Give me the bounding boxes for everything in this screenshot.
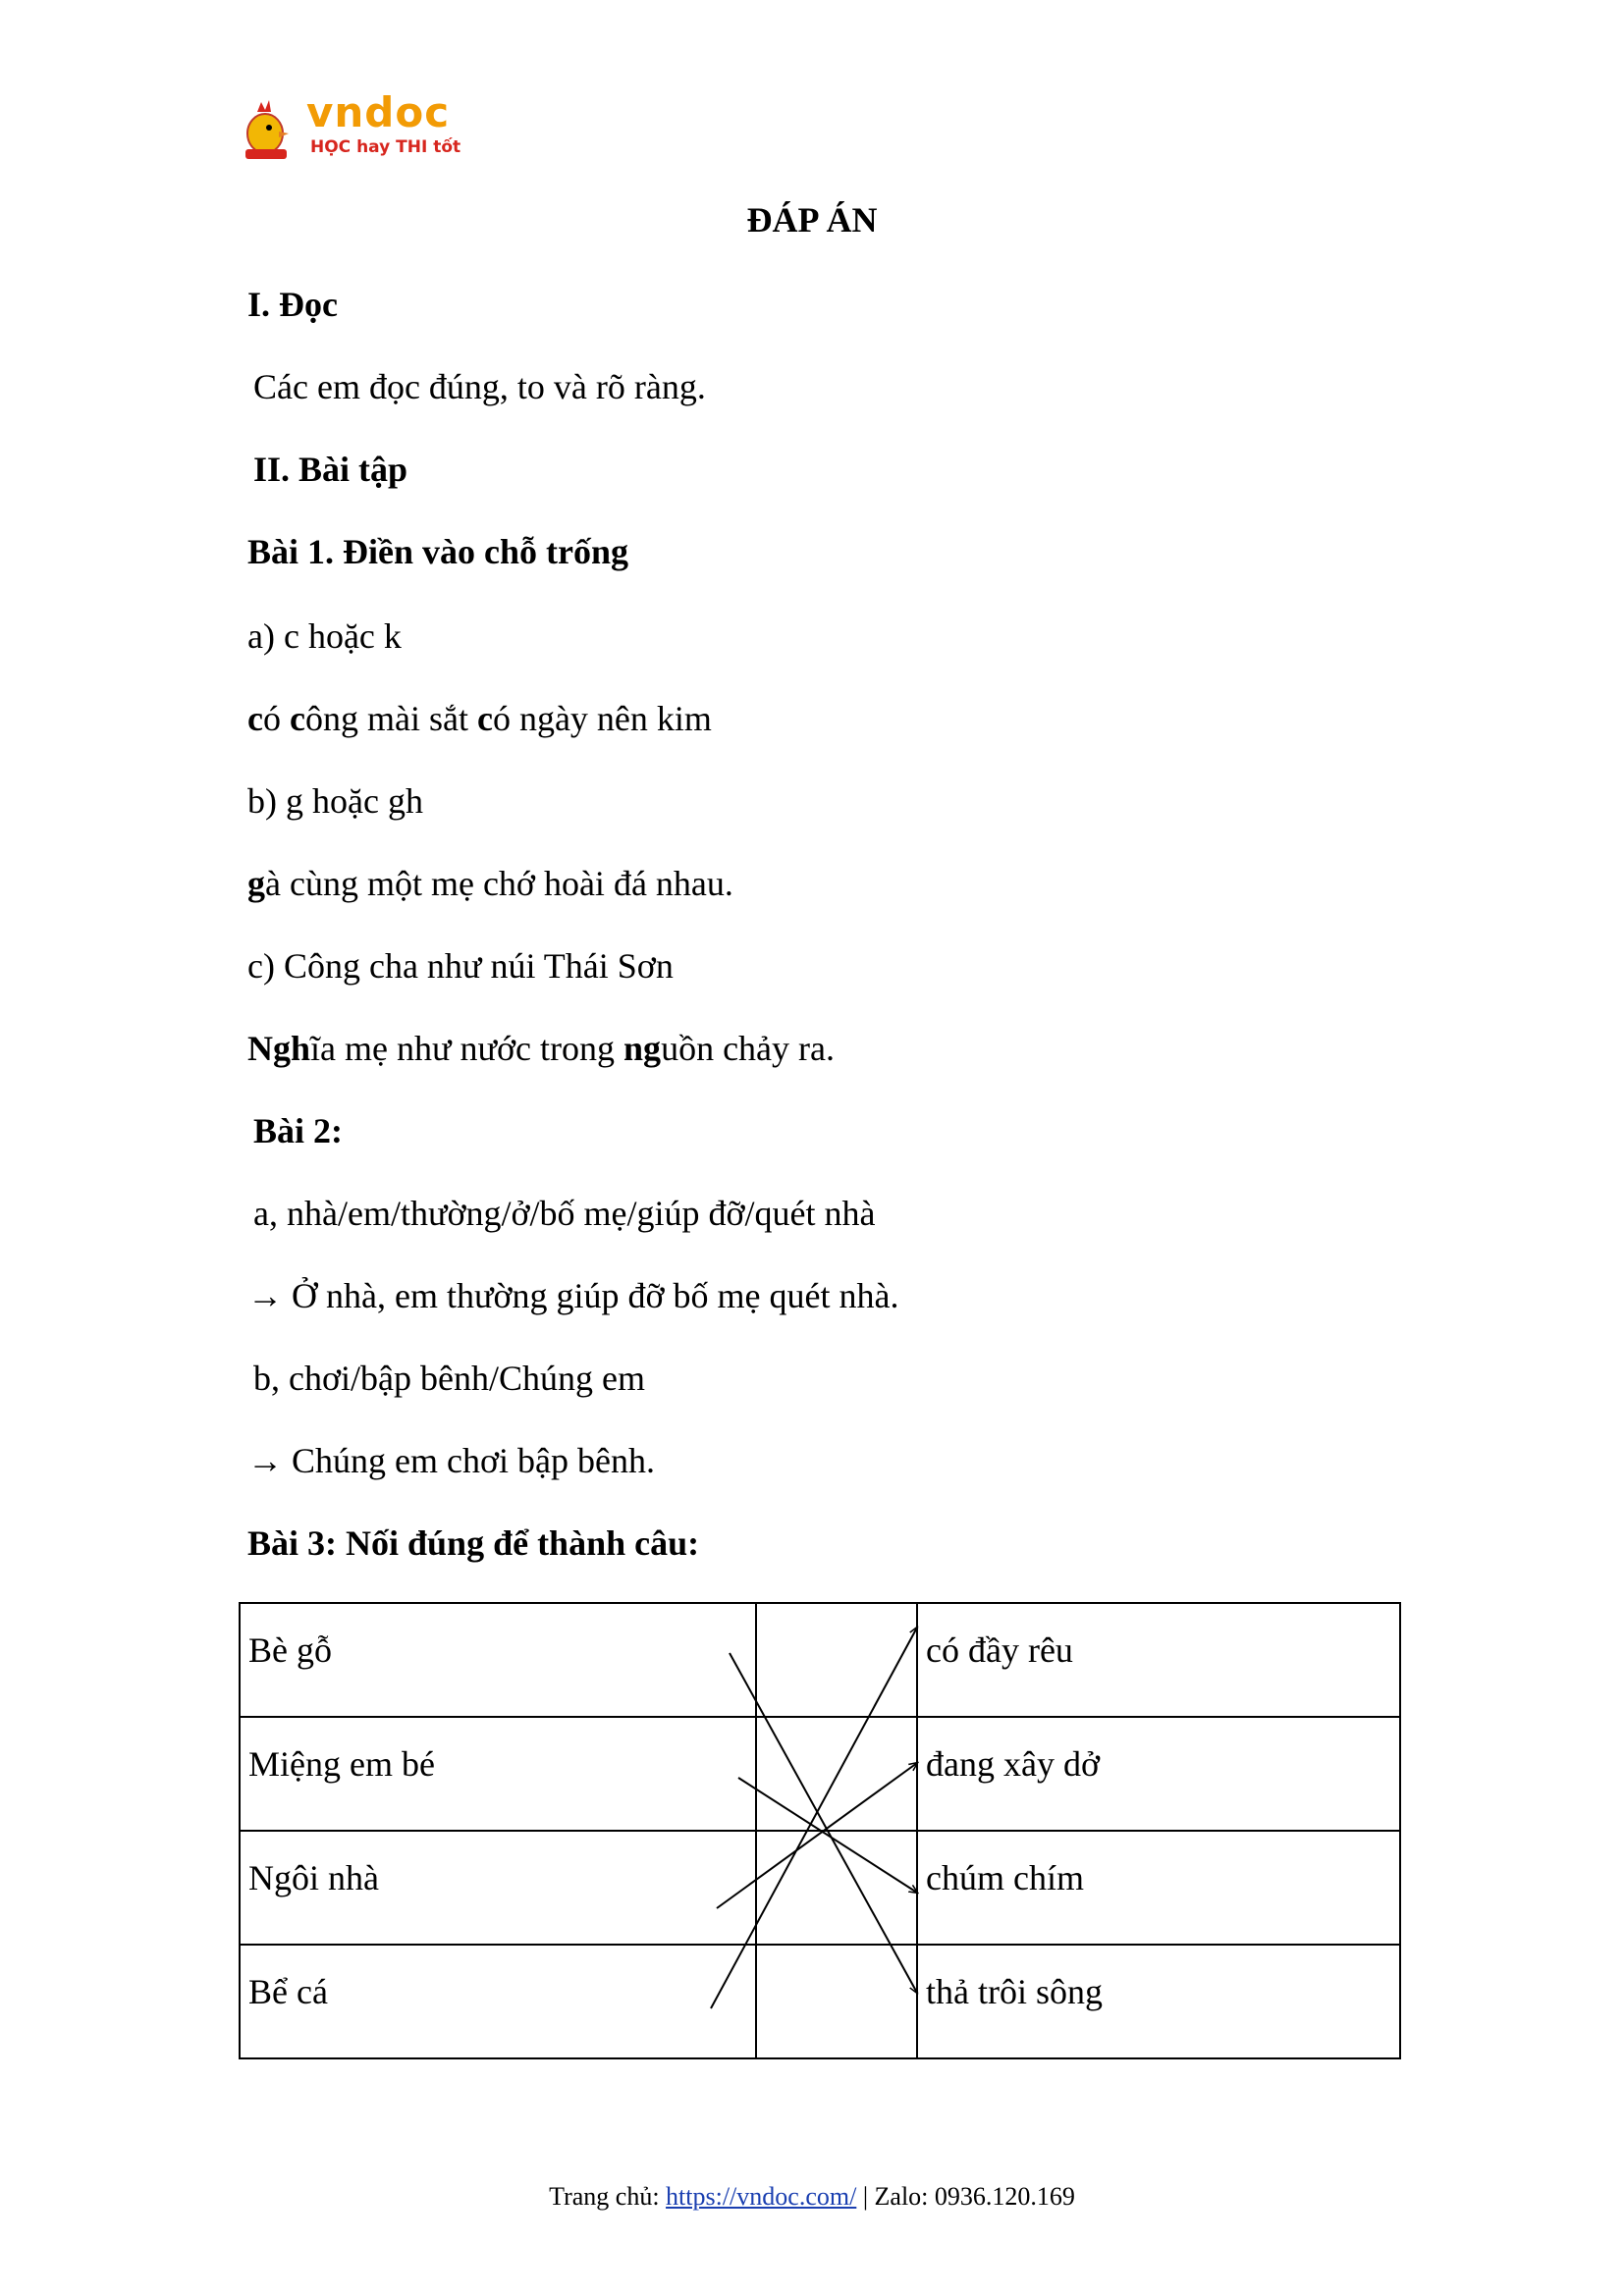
left-cell <box>240 1603 756 1717</box>
bai1-b-label: b) g hoặc gh <box>247 781 423 821</box>
text-segment: Ngh <box>247 1029 311 1068</box>
section1-heading: I. Đọc <box>247 285 338 324</box>
bai2-a-answer: → Ở nhà, em thường giúp đỡ bố mẹ quét nhà. <box>247 1276 899 1315</box>
text-segment: ông mài sắt <box>304 699 477 738</box>
section1-text: Các em đọc đúng, to và rõ ràng. <box>253 367 706 406</box>
table-row <box>240 1945 1400 2058</box>
left-cell-text: Ngôi nhà <box>248 1858 379 1897</box>
section2-heading: II. Bài tập <box>253 450 408 489</box>
middle-cell <box>756 1603 917 1717</box>
page-footer <box>0 2181 1624 2213</box>
page-title: ĐÁP ÁN <box>746 200 878 240</box>
logo-slogan: HỌC hay THI tốt <box>310 137 461 157</box>
middle-cell <box>756 1945 917 2058</box>
bai1-a-label: a) c hoặc k <box>247 616 402 656</box>
right-cell-text: chúm chím <box>926 1858 1084 1897</box>
middle-cell <box>756 1717 917 1831</box>
bai2-heading: Bài 2: <box>253 1111 344 1150</box>
left-cell-text: Bể cá <box>248 1972 328 2011</box>
table-row <box>240 1831 1400 1945</box>
left-cell <box>240 1717 756 1831</box>
vndoc-logo <box>244 88 461 165</box>
right-cell-text: đang xây dở <box>926 1744 1100 1784</box>
text-segment: g <box>247 864 265 903</box>
table-row <box>240 1717 1400 1831</box>
left-cell <box>240 1831 756 1945</box>
bai1-b-answer <box>247 862 733 905</box>
matching-table <box>239 1602 1401 2059</box>
footer-prefix: Trang chủ: <box>549 2182 667 2211</box>
text-segment: ng <box>623 1029 662 1068</box>
bai2-b-answer: → Chúng em chơi bập bênh. <box>247 1441 655 1480</box>
text-segment: à cùng một mẹ chớ hoài đá nhau. <box>265 864 733 903</box>
text-segment: c <box>247 699 263 738</box>
left-cell-text: Miệng em bé <box>248 1744 435 1784</box>
bai2-b-question: b, chơi/bập bênh/Chúng em <box>253 1359 645 1398</box>
text-segment: c <box>289 699 305 738</box>
bai3-heading: Bài 3: Nối đúng để thành câu: <box>247 1523 700 1563</box>
bai1-a-answer <box>247 697 712 740</box>
right-cell <box>917 1945 1400 2058</box>
left-cell <box>240 1945 756 2058</box>
footer-suffix: | Zalo: 0936.120.169 <box>856 2182 1075 2211</box>
footer-homepage-link[interactable]: https://vndoc.com/ <box>666 2182 857 2211</box>
right-cell <box>917 1831 1400 1945</box>
right-cell-text: có đầy rêu <box>926 1630 1073 1670</box>
bai2-a-question: a, nhà/em/thường/ở/bố mẹ/giúp đỡ/quét nhà <box>253 1194 876 1233</box>
bai1-heading: Bài 1. Điền vào chỗ trống <box>247 532 629 571</box>
right-cell <box>917 1603 1400 1717</box>
text-segment: ó ngày nên kim <box>492 699 712 738</box>
logo-brand: vndoc <box>306 88 451 136</box>
bai1-c-label: c) Công cha như núi Thái Sơn <box>247 946 674 986</box>
right-cell <box>917 1717 1400 1831</box>
text-segment: ĩa mẹ như nước trong <box>310 1029 624 1068</box>
left-cell-text: Bè gỗ <box>248 1630 332 1670</box>
right-cell-text: thả trôi sông <box>926 1972 1103 2011</box>
text-segment: c <box>476 699 493 738</box>
text-segment: uồn chảy ra. <box>661 1029 835 1068</box>
table-row <box>240 1603 1400 1717</box>
middle-cell <box>756 1831 917 1945</box>
bai1-c-answer <box>247 1027 835 1070</box>
text-segment: ó <box>262 699 290 738</box>
